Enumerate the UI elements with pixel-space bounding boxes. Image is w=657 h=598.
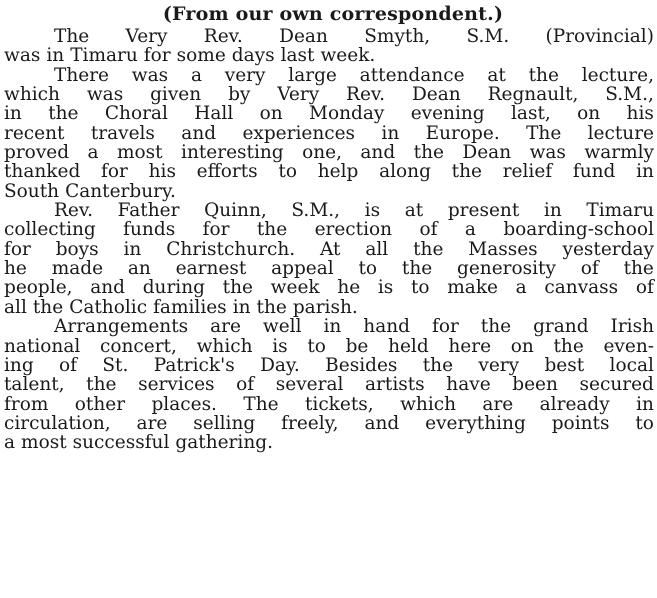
text-line: for boys in Christchurch. At all the Masses yesterday [4,238,654,260]
text-line: national concert, which is to be held here on the even- [4,335,654,357]
paragraph [4,201,654,317]
text-line: which was given by Very Rev. Dean Regnault, S.M., [4,84,654,106]
text-line: he made an earnest appeal to the generosity of the [4,258,654,280]
text-line: was in Timaru for some days last week. [4,45,376,67]
text-line: a most successful gathering. [4,432,273,454]
article-body [4,27,654,453]
text-line: all the Catholic families in the parish. [4,296,358,318]
text-line: from other places. The tickets, which are already in [4,393,654,415]
text-line: Rev. Father Quinn, S.M., is at present in Timaru [54,200,654,222]
paragraph [4,66,654,201]
text-line: South Canterbury. [4,180,176,202]
text-line: talent, the services of several artists have been secured [4,374,654,396]
text-line: thanked for his efforts to help along the relief fund in [4,161,654,183]
article [4,2,654,453]
paragraph [4,317,654,452]
text-line: There was a very large attendance at the lecture, [54,64,654,86]
text-line: Arrangements are well in hand for the grand Irish [54,316,654,338]
paragraph [4,27,654,66]
text-line: The Very Rev. Dean Smyth, S.M. (Provincial) [54,26,654,47]
text-line: in the Choral Hall on Monday evening last, on his [4,103,654,125]
article-heading: (From our own correspondent.) [162,3,504,25]
text-line: circulation, are selling freely, and everything points to [4,412,654,434]
text-line: collecting funds for the erection of a boarding-school [4,219,654,241]
text-line: ing of St. Patrick's Day. Besides the very best local [4,354,654,376]
text-line: people, and during the week he is to make a canvass of [4,277,654,299]
text-line: recent travels and experiences in Europe. The lecture [4,122,654,144]
text-line: proved a most interesting one, and the Dean was warmly [4,142,654,164]
